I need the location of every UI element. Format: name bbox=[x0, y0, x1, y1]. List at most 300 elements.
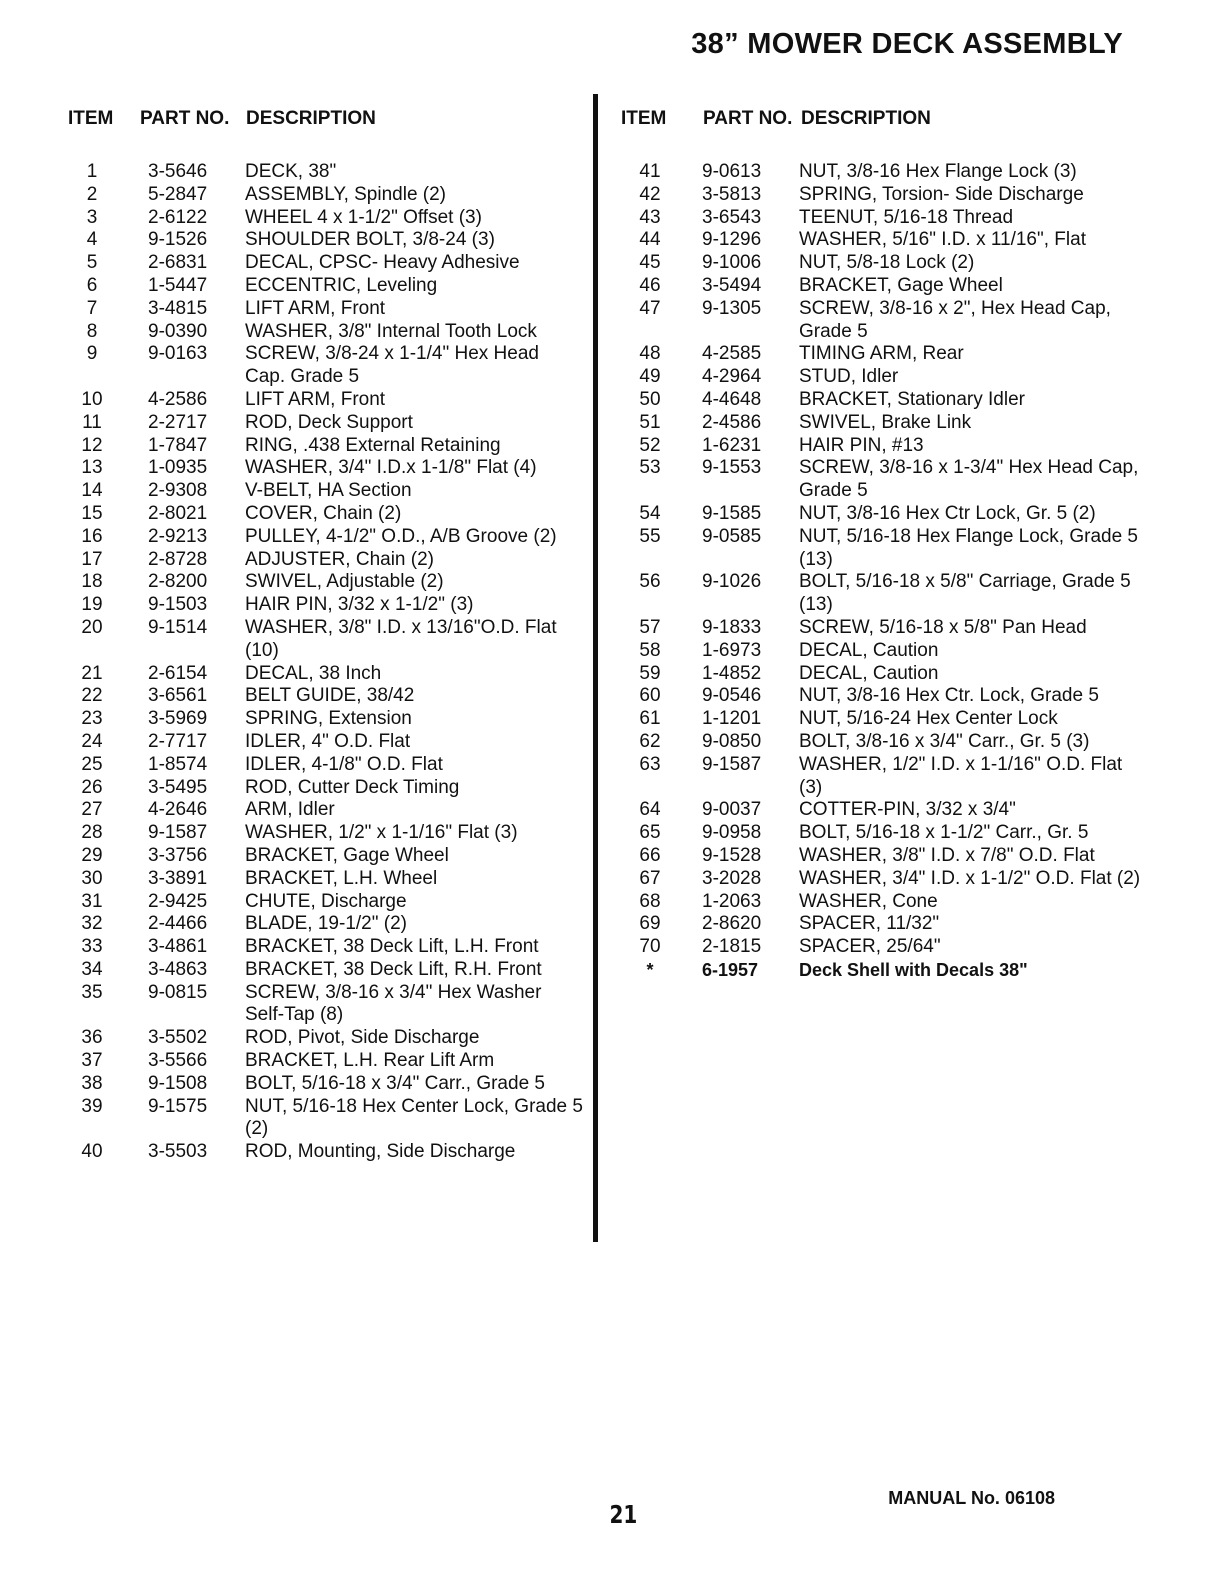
item-number: 70 bbox=[639, 936, 661, 958]
part-number: 9-1526 bbox=[148, 229, 208, 251]
table-row bbox=[68, 982, 583, 1028]
item-number: 56 bbox=[639, 571, 661, 593]
part-number: 3-4815 bbox=[148, 297, 208, 319]
part-description: BOLT, 5/16-18 x 3/4" Carr., Grade 5 bbox=[245, 1072, 545, 1094]
part-number: 9-0390 bbox=[148, 320, 208, 342]
part-number: 4-4648 bbox=[702, 388, 762, 410]
column-divider bbox=[593, 94, 598, 1242]
item-number: 65 bbox=[639, 822, 661, 844]
table-row bbox=[621, 913, 1141, 936]
table-row bbox=[621, 229, 1141, 252]
header-description: DESCRIPTION bbox=[246, 108, 376, 129]
table-row bbox=[68, 435, 583, 458]
part-number: 2-4586 bbox=[702, 411, 762, 433]
table-row bbox=[68, 663, 583, 686]
table-row bbox=[68, 457, 583, 480]
table-row bbox=[68, 161, 583, 184]
table-row bbox=[68, 708, 583, 731]
item-number: 64 bbox=[639, 799, 661, 821]
table-row bbox=[68, 526, 583, 549]
parts-table-right bbox=[621, 108, 1141, 982]
table-row bbox=[621, 663, 1141, 686]
item-number: 32 bbox=[81, 913, 103, 935]
part-number: 9-0546 bbox=[702, 685, 762, 707]
table-row bbox=[621, 845, 1141, 868]
item-number: 18 bbox=[81, 571, 103, 593]
part-description: ECCENTRIC, Leveling bbox=[245, 274, 438, 296]
item-number: 55 bbox=[639, 525, 661, 547]
table-row bbox=[68, 549, 583, 572]
part-description: WASHER, 3/8" Internal Tooth Lock bbox=[245, 320, 537, 342]
part-description: Deck Shell with Decals 38" bbox=[799, 959, 1028, 980]
item-number: 14 bbox=[81, 480, 103, 502]
item-number: 67 bbox=[639, 867, 661, 889]
item-number: 34 bbox=[81, 958, 103, 980]
part-description: NUT, 3/8-16 Hex Ctr Lock, Gr. 5 (2) bbox=[799, 502, 1096, 524]
part-description: SCREW, 3/8-24 x 1-1/4" Hex Head Cap. Grade 5 bbox=[245, 343, 539, 388]
part-description: HAIR PIN, 3/32 x 1-1/2" (3) bbox=[245, 594, 474, 616]
table-row bbox=[68, 868, 583, 891]
part-description: WASHER, 3/4" I.D.x 1-1/8" Flat (4) bbox=[245, 457, 537, 479]
part-number: 9-0850 bbox=[702, 730, 762, 752]
table-row bbox=[621, 343, 1141, 366]
header-item: ITEM bbox=[68, 108, 114, 129]
item-number: 11 bbox=[82, 411, 102, 433]
part-description: IDLER, 4" O.D. Flat bbox=[245, 730, 411, 752]
part-description: WASHER, 3/8" I.D. x 13/16"O.D. Flat (10) bbox=[245, 616, 557, 661]
item-number: 36 bbox=[81, 1027, 103, 1049]
part-description: WASHER, 3/8" I.D. x 7/8" O.D. Flat bbox=[799, 844, 1095, 866]
part-description: COTTER-PIN, 3/32 x 3/4" bbox=[799, 799, 1016, 821]
table-row bbox=[621, 640, 1141, 663]
part-description: ARM, Idler bbox=[245, 799, 335, 821]
item-number: 22 bbox=[81, 685, 103, 707]
part-number: 9-0037 bbox=[702, 799, 762, 821]
table-row bbox=[68, 412, 583, 435]
part-number: 3-5503 bbox=[148, 1141, 208, 1163]
part-number: 2-6122 bbox=[148, 206, 208, 228]
part-number: 3-5494 bbox=[702, 274, 762, 296]
part-description: BOLT, 5/16-18 x 5/8" Carriage, Grade 5 (13) bbox=[799, 571, 1131, 616]
item-number: 60 bbox=[639, 685, 661, 707]
table-row bbox=[621, 754, 1141, 800]
item-number: 54 bbox=[639, 502, 661, 524]
part-number: 9-1305 bbox=[702, 297, 762, 319]
item-number: 68 bbox=[639, 890, 661, 912]
part-number: 4-2964 bbox=[702, 366, 762, 388]
table-row bbox=[68, 913, 583, 936]
table-row bbox=[621, 275, 1141, 298]
table-row bbox=[621, 731, 1141, 754]
item-number: 47 bbox=[639, 297, 661, 319]
table-row bbox=[68, 1073, 583, 1096]
part-description: BLADE, 19-1/2" (2) bbox=[245, 913, 407, 935]
item-number: 40 bbox=[81, 1141, 103, 1163]
item-number: 21 bbox=[81, 662, 103, 684]
part-number: 9-1026 bbox=[702, 571, 762, 593]
table-row bbox=[621, 617, 1141, 640]
item-number: 15 bbox=[81, 502, 103, 524]
part-number: 9-0613 bbox=[702, 161, 762, 182]
part-number: 3-5969 bbox=[148, 708, 208, 730]
table-row bbox=[68, 777, 583, 800]
part-description: SPACER, 25/64" bbox=[799, 936, 941, 958]
part-description: SPACER, 11/32" bbox=[799, 913, 940, 935]
part-number: 2-9213 bbox=[148, 525, 208, 547]
table-row bbox=[68, 343, 583, 389]
part-description: SCREW, 3/8-16 x 1-3/4" Hex Head Cap, Grade 5 bbox=[799, 457, 1139, 502]
table-row bbox=[68, 799, 583, 822]
part-description: NUT, 5/16-18 Hex Center Lock, Grade 5 (2) bbox=[245, 1095, 583, 1140]
part-number: 3-2028 bbox=[702, 867, 762, 889]
part-number: 9-0815 bbox=[148, 981, 208, 1003]
item-number: 51 bbox=[639, 411, 661, 433]
part-number: 1-6231 bbox=[702, 434, 762, 456]
part-number: 1-5447 bbox=[148, 274, 208, 296]
table-row bbox=[68, 321, 583, 344]
part-description: BELT GUIDE, 38/42 bbox=[245, 685, 415, 707]
part-number: 4-2586 bbox=[148, 388, 208, 410]
item-number: 52 bbox=[639, 434, 661, 456]
part-description: BRACKET, Gage Wheel bbox=[799, 274, 1003, 296]
table-row bbox=[68, 959, 583, 982]
part-description: COVER, Chain (2) bbox=[245, 502, 402, 524]
item-number: 6 bbox=[86, 274, 98, 296]
table-header bbox=[68, 108, 583, 132]
part-number: 3-5813 bbox=[702, 183, 762, 205]
item-number: 53 bbox=[639, 457, 661, 479]
part-number: 2-2717 bbox=[148, 411, 208, 433]
part-description: ASSEMBLY, Spindle (2) bbox=[245, 183, 447, 205]
part-description: SHOULDER BOLT, 3/8-24 (3) bbox=[245, 229, 495, 251]
part-number: 9-1587 bbox=[702, 753, 762, 775]
part-number: 1-6973 bbox=[702, 639, 762, 661]
part-number: 1-8574 bbox=[148, 753, 208, 775]
item-number: 43 bbox=[639, 206, 661, 228]
part-description: DECAL, CPSC- Heavy Adhesive bbox=[245, 252, 520, 274]
part-description: NUT, 3/8-16 Hex Flange Lock (3) bbox=[799, 161, 1077, 182]
part-description: BRACKET, Gage Wheel bbox=[245, 844, 449, 866]
table-row bbox=[68, 685, 583, 708]
item-number: 4 bbox=[86, 229, 98, 251]
part-description: BRACKET, 38 Deck Lift, R.H. Front bbox=[245, 958, 542, 980]
item-number: 23 bbox=[81, 708, 103, 730]
item-number: 44 bbox=[639, 229, 661, 251]
table-row bbox=[68, 891, 583, 914]
item-number: 39 bbox=[81, 1095, 103, 1117]
parts-list-right bbox=[621, 161, 1141, 982]
part-description: SCREW, 3/8-16 x 2", Hex Head Cap, Grade 5 bbox=[799, 297, 1111, 342]
item-number: 29 bbox=[81, 844, 103, 866]
item-number: 13 bbox=[81, 457, 103, 479]
part-number: 9-1508 bbox=[148, 1072, 208, 1094]
part-number: 2-4466 bbox=[148, 913, 208, 935]
item-number: 19 bbox=[81, 594, 103, 616]
table-row bbox=[68, 617, 583, 663]
part-description: PULLEY, 4-1/2" O.D., A/B Groove (2) bbox=[245, 525, 557, 547]
item-number: 42 bbox=[639, 183, 661, 205]
item-number: 28 bbox=[81, 822, 103, 844]
part-number: 9-0163 bbox=[148, 343, 208, 365]
table-row bbox=[621, 526, 1141, 572]
manual-number: MANUAL No. 06108 bbox=[888, 1488, 1055, 1508]
item-number: 20 bbox=[81, 616, 103, 638]
part-description: ADJUSTER, Chain (2) bbox=[245, 548, 434, 570]
part-number: 1-7847 bbox=[148, 434, 208, 456]
part-description: ROD, Cutter Deck Timing bbox=[245, 776, 460, 798]
part-description: HAIR PIN, #13 bbox=[799, 434, 924, 456]
item-number: 17 bbox=[81, 548, 103, 570]
item-number: 37 bbox=[81, 1050, 103, 1072]
table-row bbox=[68, 754, 583, 777]
part-description: CHUTE, Discharge bbox=[245, 890, 407, 912]
table-row bbox=[621, 207, 1141, 230]
table-row bbox=[68, 184, 583, 207]
table-row bbox=[621, 457, 1141, 503]
item-number: 24 bbox=[81, 730, 103, 752]
part-number: 1-1201 bbox=[702, 708, 762, 730]
item-number: 57 bbox=[639, 616, 661, 638]
item-number: 26 bbox=[81, 776, 103, 798]
table-row bbox=[621, 161, 1141, 184]
part-description: ROD, Pivot, Side Discharge bbox=[245, 1027, 480, 1049]
part-number: 9-0585 bbox=[702, 525, 762, 547]
table-row bbox=[621, 571, 1141, 617]
part-number: 4-2646 bbox=[148, 799, 208, 821]
item-number: 41 bbox=[639, 161, 661, 182]
item-number: 1 bbox=[86, 161, 98, 182]
part-number: 9-0958 bbox=[702, 822, 762, 844]
part-number: 2-9425 bbox=[148, 890, 208, 912]
part-description: DECK, 38" bbox=[245, 161, 337, 182]
part-description: WASHER, 5/16" I.D. x 11/16", Flat bbox=[799, 229, 1086, 251]
part-number: 9-1553 bbox=[702, 457, 762, 479]
parts-list-left bbox=[68, 161, 583, 1164]
item-number: 45 bbox=[639, 252, 661, 274]
table-row bbox=[621, 366, 1141, 389]
page-title: 38” MOWER DECK ASSEMBLY bbox=[691, 28, 1123, 60]
header-part-no: PART NO. bbox=[140, 108, 230, 129]
part-description: TEENUT, 5/16-18 Thread bbox=[799, 206, 1014, 228]
table-row bbox=[621, 412, 1141, 435]
item-number: 46 bbox=[639, 274, 661, 296]
table-row bbox=[621, 822, 1141, 845]
table-row bbox=[68, 275, 583, 298]
part-description: NUT, 5/8-18 Lock (2) bbox=[799, 252, 975, 274]
table-row bbox=[68, 1050, 583, 1073]
item-number: 30 bbox=[81, 867, 103, 889]
part-number: 2-7717 bbox=[148, 730, 208, 752]
part-number: 3-6543 bbox=[702, 206, 762, 228]
table-row bbox=[621, 936, 1141, 959]
item-number: 48 bbox=[639, 343, 661, 365]
item-number: 8 bbox=[86, 320, 98, 342]
part-description: SPRING, Torsion- Side Discharge bbox=[799, 183, 1084, 205]
part-description: WASHER, 1/2" x 1-1/16" Flat (3) bbox=[245, 822, 518, 844]
part-number: 2-8021 bbox=[148, 502, 208, 524]
part-number: 4-2585 bbox=[702, 343, 762, 365]
table-row bbox=[68, 594, 583, 617]
table-header bbox=[621, 108, 1141, 132]
header-item: ITEM bbox=[621, 108, 667, 129]
parts-table-left bbox=[68, 108, 583, 1164]
part-number: 2-6154 bbox=[148, 662, 208, 684]
part-number: 1-2063 bbox=[702, 890, 762, 912]
table-row bbox=[621, 435, 1141, 458]
part-description: V-BELT, HA Section bbox=[245, 480, 412, 502]
table-row bbox=[68, 571, 583, 594]
part-number: 9-1585 bbox=[702, 502, 762, 524]
part-description: BOLT, 3/8-16 x 3/4" Carr., Gr. 5 (3) bbox=[799, 730, 1090, 752]
part-number: 2-8200 bbox=[148, 571, 208, 593]
table-row bbox=[621, 799, 1141, 822]
part-number: 9-1575 bbox=[148, 1095, 208, 1117]
part-number: 3-4863 bbox=[148, 958, 208, 980]
item-number: 38 bbox=[81, 1072, 103, 1094]
part-description: BRACKET, L.H. Rear Lift Arm bbox=[245, 1050, 495, 1072]
table-row bbox=[68, 1096, 583, 1142]
table-row bbox=[621, 503, 1141, 526]
item-number: 10 bbox=[81, 388, 103, 410]
part-description: DECAL, 38 Inch bbox=[245, 662, 382, 684]
page-number: 21 bbox=[609, 1500, 638, 1529]
table-row bbox=[621, 868, 1141, 891]
item-number: 50 bbox=[639, 388, 661, 410]
part-number: 3-5502 bbox=[148, 1027, 208, 1049]
part-number: 2-8620 bbox=[702, 913, 762, 935]
item-number: 5 bbox=[86, 252, 98, 274]
item-number: 2 bbox=[86, 183, 98, 205]
part-number: 9-1514 bbox=[148, 616, 208, 638]
part-number: 3-5646 bbox=[148, 161, 208, 182]
item-number: 62 bbox=[639, 730, 661, 752]
table-row bbox=[621, 708, 1141, 731]
part-number: 3-5566 bbox=[148, 1050, 208, 1072]
part-number: 9-1528 bbox=[702, 844, 762, 866]
part-description: NUT, 5/16-18 Hex Flange Lock, Grade 5 (13) bbox=[799, 525, 1139, 570]
part-number: 5-2847 bbox=[148, 183, 208, 205]
part-number: 2-9308 bbox=[148, 480, 208, 502]
table-row bbox=[68, 1141, 583, 1164]
table-row bbox=[68, 229, 583, 252]
table-row bbox=[621, 389, 1141, 412]
part-number: 9-1296 bbox=[702, 229, 762, 251]
header-description: DESCRIPTION bbox=[801, 108, 931, 129]
part-number: 2-1815 bbox=[702, 936, 762, 958]
table-row bbox=[68, 298, 583, 321]
part-description: DECAL, Caution bbox=[799, 639, 939, 661]
table-row bbox=[68, 936, 583, 959]
table-row bbox=[68, 503, 583, 526]
header-part-no: PART NO. bbox=[703, 108, 793, 129]
item-number: 61 bbox=[639, 708, 661, 730]
item-number: 12 bbox=[81, 434, 103, 456]
part-description: BRACKET, Stationary Idler bbox=[799, 388, 1025, 410]
part-number: 1-4852 bbox=[702, 662, 762, 684]
item-number: 66 bbox=[639, 844, 661, 866]
part-description: IDLER, 4-1/8" O.D. Flat bbox=[245, 753, 443, 775]
part-number: 6-1957 bbox=[702, 959, 759, 980]
part-number: 9-1833 bbox=[702, 616, 762, 638]
part-description: SWIVEL, Adjustable (2) bbox=[245, 571, 444, 593]
table-row bbox=[621, 252, 1141, 275]
table-row bbox=[68, 845, 583, 868]
item-number: 63 bbox=[639, 753, 661, 775]
part-description: SWIVEL, Brake Link bbox=[799, 411, 972, 433]
part-description: ROD, Mounting, Side Discharge bbox=[245, 1141, 516, 1163]
item-number: 69 bbox=[639, 913, 661, 935]
part-description: TIMING ARM, Rear bbox=[799, 343, 964, 365]
part-description: WHEEL 4 x 1-1/2" Offset (3) bbox=[245, 206, 482, 228]
part-description: WASHER, 1/2" I.D. x 1-1/16" O.D. Flat (3) bbox=[799, 753, 1123, 798]
part-description: WASHER, Cone bbox=[799, 890, 938, 912]
part-description: BOLT, 5/16-18 x 1-1/2" Carr., Gr. 5 bbox=[799, 822, 1089, 844]
part-description: DECAL, Caution bbox=[799, 662, 939, 684]
part-number: 3-5495 bbox=[148, 776, 208, 798]
table-row bbox=[68, 1027, 583, 1050]
part-number: 3-3891 bbox=[148, 867, 208, 889]
part-description: RING, .438 External Retaining bbox=[245, 434, 501, 456]
table-row bbox=[621, 959, 1141, 982]
part-number: 2-6831 bbox=[148, 252, 208, 274]
table-row bbox=[68, 389, 583, 412]
part-number: 9-1006 bbox=[702, 252, 762, 274]
table-row bbox=[68, 252, 583, 275]
table-row bbox=[621, 298, 1141, 344]
part-number: 2-8728 bbox=[148, 548, 208, 570]
table-row bbox=[68, 822, 583, 845]
part-description: SPRING, Extension bbox=[245, 708, 412, 730]
table-row bbox=[68, 480, 583, 503]
part-description: ROD, Deck Support bbox=[245, 411, 413, 433]
part-description: NUT, 5/16-24 Hex Center Lock bbox=[799, 708, 1058, 730]
item-number: * bbox=[646, 959, 654, 980]
item-number: 31 bbox=[81, 890, 103, 912]
part-description: LIFT ARM, Front bbox=[245, 297, 386, 319]
part-number: 3-4861 bbox=[148, 936, 208, 958]
part-description: SCREW, 5/16-18 x 5/8" Pan Head bbox=[799, 616, 1087, 638]
part-number: 3-3756 bbox=[148, 844, 208, 866]
item-number: 59 bbox=[639, 662, 661, 684]
part-number: 9-1503 bbox=[148, 594, 208, 616]
item-number: 25 bbox=[81, 753, 103, 775]
part-number: 3-6561 bbox=[148, 685, 208, 707]
item-number: 9 bbox=[86, 343, 98, 365]
table-row bbox=[621, 685, 1141, 708]
table-row bbox=[68, 731, 583, 754]
item-number: 49 bbox=[639, 366, 661, 388]
part-description: BRACKET, L.H. Wheel bbox=[245, 867, 438, 889]
table-row bbox=[68, 207, 583, 230]
part-description: LIFT ARM, Front bbox=[245, 388, 386, 410]
item-number: 16 bbox=[81, 525, 103, 547]
part-description: SCREW, 3/8-16 x 3/4" Hex Washer Self-Tap (8) bbox=[245, 981, 542, 1026]
part-description: NUT, 3/8-16 Hex Ctr. Lock, Grade 5 bbox=[799, 685, 1099, 707]
item-number: 27 bbox=[81, 799, 103, 821]
part-description: WASHER, 3/4" I.D. x 1-1/2" O.D. Flat (2) bbox=[799, 867, 1141, 889]
part-description: BRACKET, 38 Deck Lift, L.H. Front bbox=[245, 936, 539, 958]
part-description: STUD, Idler bbox=[799, 366, 899, 388]
item-number: 58 bbox=[639, 639, 661, 661]
item-number: 33 bbox=[81, 936, 103, 958]
item-number: 35 bbox=[81, 981, 103, 1003]
part-number: 1-0935 bbox=[148, 457, 208, 479]
part-number: 9-1587 bbox=[148, 822, 208, 844]
table-row bbox=[621, 184, 1141, 207]
item-number: 7 bbox=[86, 297, 98, 319]
table-row bbox=[621, 891, 1141, 914]
item-number: 3 bbox=[86, 206, 98, 228]
